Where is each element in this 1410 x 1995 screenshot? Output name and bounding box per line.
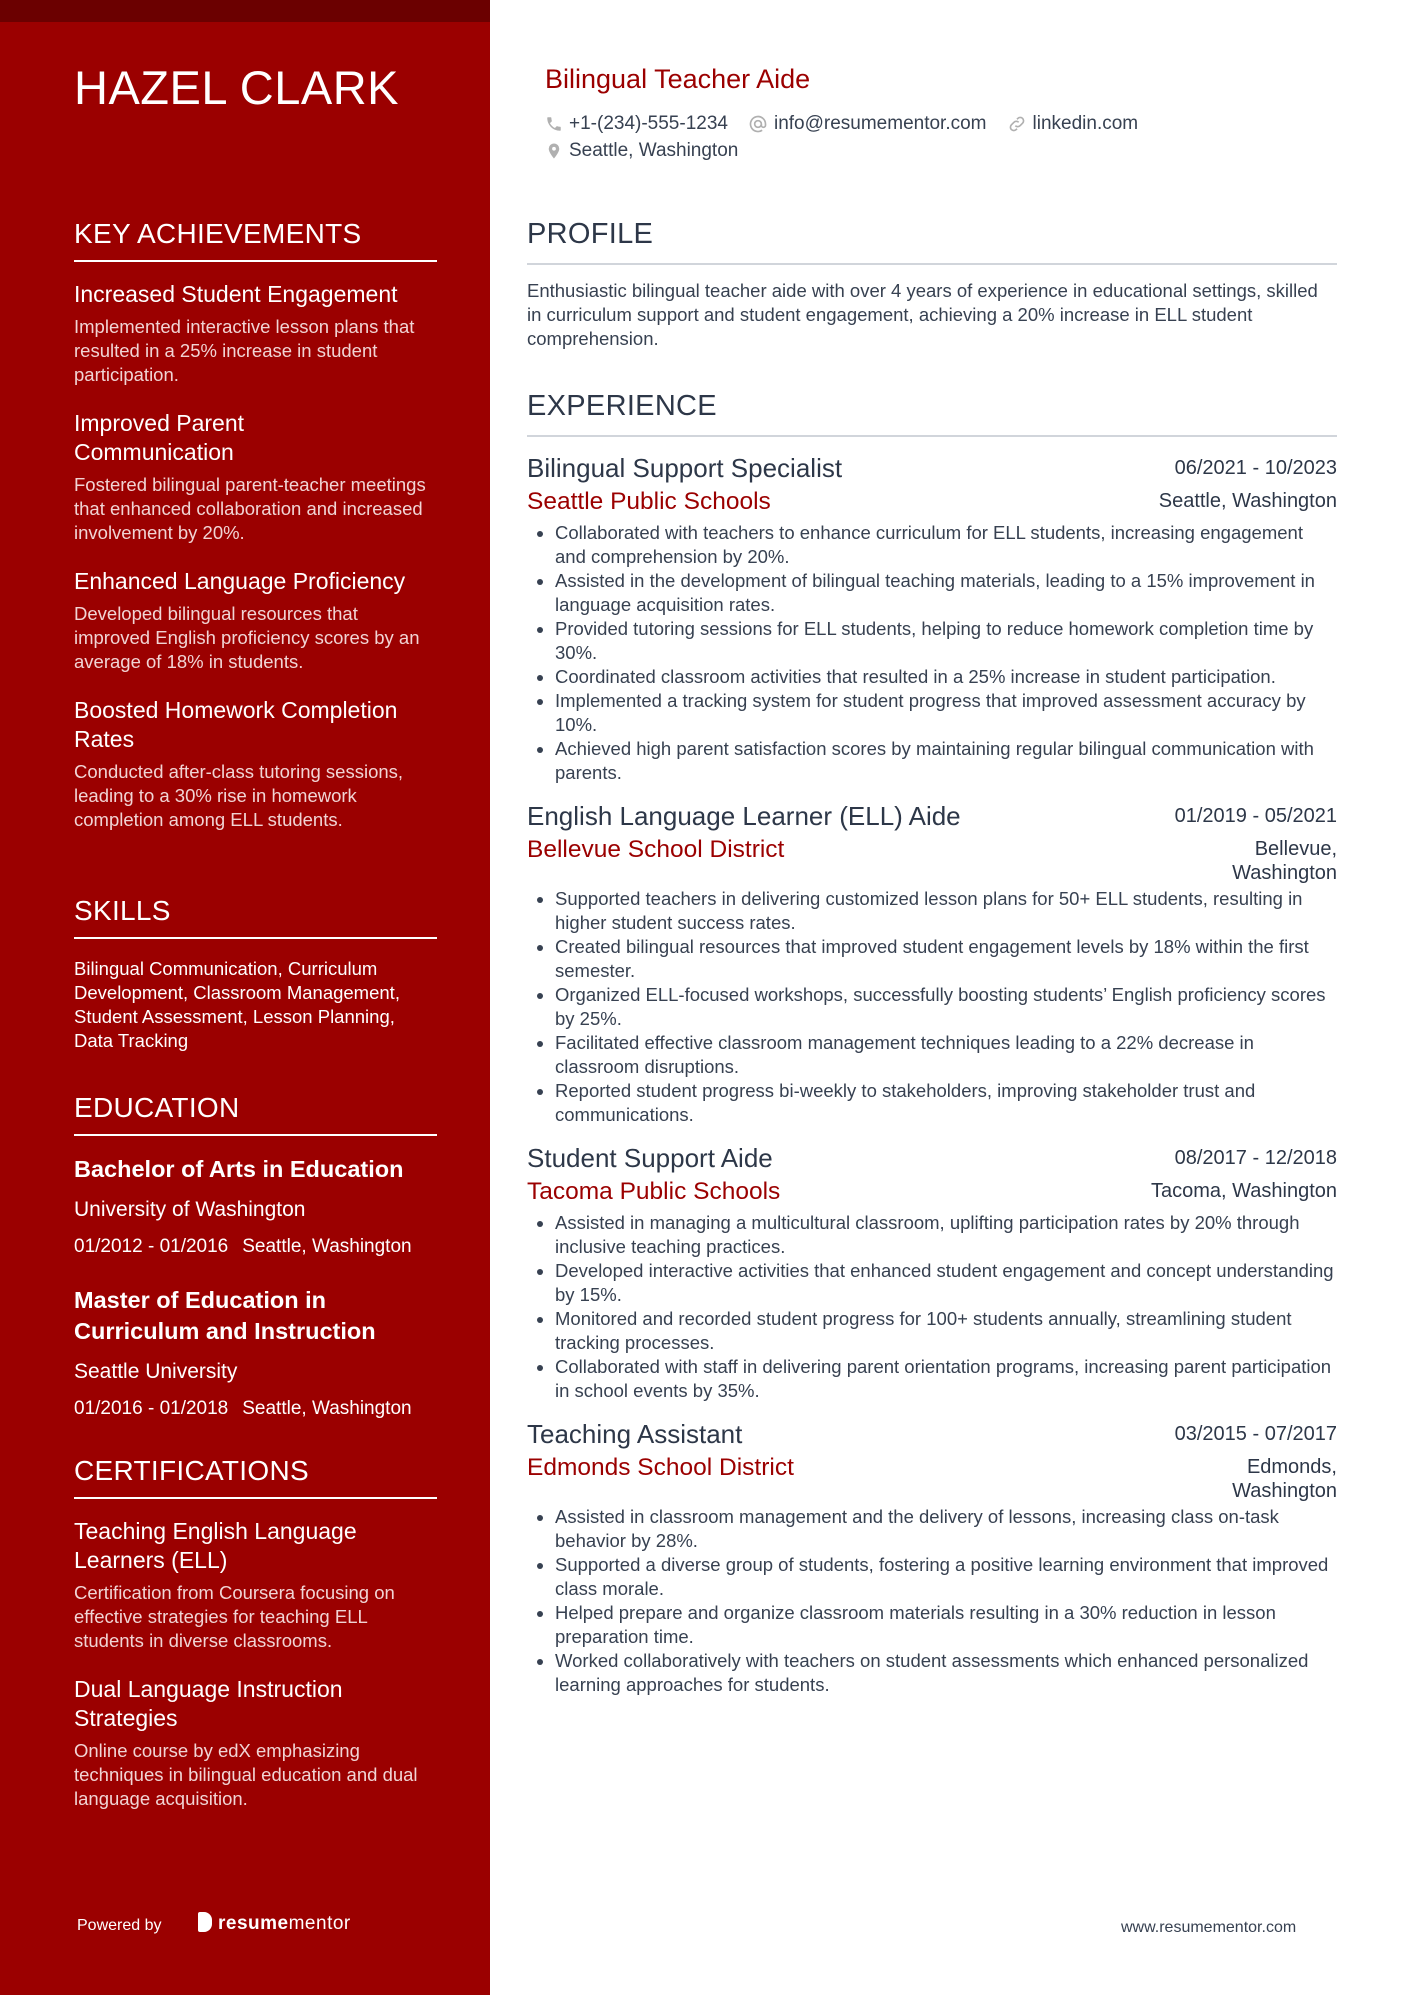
sidebar bbox=[0, 0, 490, 1995]
candidate-name: HAZEL CLARK bbox=[74, 61, 400, 114]
education-dates: 01/2016 - 01/2018 bbox=[74, 1398, 229, 1419]
brand-bold: resume bbox=[218, 1913, 289, 1934]
achievement-desc: Developed bilingual resources that improved English proficiency scores by an average of 18% in students. bbox=[74, 603, 420, 672]
powered-by-label: Powered by bbox=[77, 1917, 162, 1934]
certification-item bbox=[74, 1675, 437, 1811]
brand-logo[interactable] bbox=[198, 1912, 351, 1935]
brand-mark-icon bbox=[198, 1912, 212, 1932]
achievement-item bbox=[74, 409, 437, 545]
job-company: Tacoma Public Schools bbox=[527, 1178, 781, 1205]
job-role: Teaching Assistant bbox=[527, 1419, 743, 1449]
job-location-line: Edmonds, bbox=[1246, 1456, 1337, 1478]
education-item bbox=[74, 1285, 437, 1421]
job-location-line: Washington bbox=[1232, 1480, 1337, 1502]
job-location bbox=[1151, 1179, 1337, 1203]
job-bullet: • Assisted in the development of bilingual teaching materials, leading to a 15% improvement in language acquisition rates. bbox=[555, 569, 1337, 617]
degree: Bachelor of Arts in Education bbox=[74, 1156, 404, 1182]
certification-title: Dual Language Instruction Strategies bbox=[74, 1676, 343, 1731]
job-location-line: Seattle, Washington bbox=[1158, 490, 1337, 512]
education-item bbox=[74, 1154, 437, 1259]
job-bullet: • Supported a diverse group of students, fostering a positive learning environment that improved class morale. bbox=[555, 1553, 1337, 1601]
skills-section bbox=[74, 895, 437, 1053]
section-title: EXPERIENCE bbox=[527, 390, 1337, 437]
education-meta bbox=[74, 1235, 437, 1259]
at-icon bbox=[748, 114, 768, 134]
job-bullet: • Reported student progress bi-weekly to stakeholders, improving stakeholder trust and communications. bbox=[555, 1079, 1337, 1127]
job-bullets bbox=[527, 1505, 1337, 1697]
achievement-item bbox=[74, 696, 437, 832]
phone-icon bbox=[545, 115, 563, 133]
degree: Master of Education in Curriculum and Instruction bbox=[74, 1287, 376, 1344]
job-role: Bilingual Support Specialist bbox=[527, 453, 843, 483]
profile-section bbox=[527, 218, 1337, 351]
footer-url[interactable]: www.resumementor.com bbox=[1121, 1919, 1297, 1936]
profile-text: Enthusiastic bilingual teacher aide with over 4 years of experience in educational settings, skilled in curriculum support and student engagement, achieving a 20% increase in ELL student comprehension. bbox=[527, 280, 1318, 349]
certification-item bbox=[74, 1517, 437, 1653]
contact-email[interactable] bbox=[748, 113, 987, 135]
school: Seattle University bbox=[74, 1360, 238, 1383]
job-dates: 08/2017 - 12/2018 bbox=[1174, 1147, 1337, 1169]
job-entry bbox=[527, 1141, 1337, 1403]
job-location-line: Tacoma, Washington bbox=[1150, 1180, 1337, 1202]
achievement-title: Enhanced Language Proficiency bbox=[74, 568, 406, 594]
contact-phone[interactable] bbox=[545, 113, 728, 135]
skills-list: Bilingual Communication, Curriculum Development, Classroom Management, Student Assessment, Lesson Planning, Data Tracking bbox=[74, 958, 400, 1051]
achievement-desc: Implemented interactive lesson plans that resulted in a 25% increase in student participation. bbox=[74, 316, 415, 385]
section-title: PROFILE bbox=[527, 218, 1337, 265]
job-bullets bbox=[527, 1211, 1337, 1403]
job-bullet: • Implemented a tracking system for student progress that improved assessment accuracy by 10%. bbox=[555, 689, 1337, 737]
brand-rest: mentor bbox=[288, 1913, 351, 1934]
section-title: EDUCATION bbox=[74, 1092, 437, 1136]
certification-title: Teaching English Language Learners (ELL) bbox=[74, 1518, 357, 1573]
education-location: Seattle, Washington bbox=[242, 1236, 412, 1257]
contact-linkedin[interactable] bbox=[1007, 113, 1139, 135]
job-bullets bbox=[527, 521, 1337, 785]
contact-row bbox=[545, 113, 1158, 135]
job-company: Edmonds School District bbox=[527, 1454, 794, 1481]
job-entry bbox=[527, 1417, 1337, 1697]
job-bullet: • Assisted in classroom management and the delivery of lessons, increasing class on-task behavior by 28%. bbox=[555, 1505, 1337, 1553]
school: University of Washington bbox=[74, 1198, 306, 1221]
job-location-line: Washington bbox=[1232, 862, 1337, 884]
job-bullet: • Supported teachers in delivering customized lesson plans for 50+ ELL students, resulting in higher student success rates. bbox=[555, 887, 1337, 935]
phone-text: +1-(234)-555-1234 bbox=[569, 113, 728, 134]
job-entry bbox=[527, 799, 1337, 1127]
contact-location bbox=[545, 140, 738, 162]
job-role: Student Support Aide bbox=[527, 1143, 773, 1173]
job-dates: 03/2015 - 07/2017 bbox=[1174, 1423, 1337, 1445]
job-bullet: • Monitored and recorded student progress for 100+ students annually, streamlining student tracking processes. bbox=[555, 1307, 1337, 1355]
link-icon bbox=[1007, 114, 1027, 134]
certification-desc: Certification from Coursera focusing on effective strategies for teaching ELL students in diverse classrooms. bbox=[74, 1582, 395, 1651]
certification-desc: Online course by edX emphasizing techniques in bilingual education and dual language acquisition. bbox=[74, 1740, 418, 1809]
education-section bbox=[74, 1092, 437, 1447]
section-title: SKILLS bbox=[74, 895, 437, 939]
section-title: CERTIFICATIONS bbox=[74, 1455, 437, 1499]
job-bullet: • Created bilingual resources that improved student engagement levels by 18% within the first semester. bbox=[555, 935, 1337, 983]
job-bullet: • Helped prepare and organize classroom materials resulting in a 30% reduction in lesson preparation time. bbox=[555, 1601, 1337, 1649]
achievement-title: Boosted Homework Completion Rates bbox=[74, 697, 398, 752]
job-dates: 01/2019 - 05/2021 bbox=[1174, 805, 1337, 827]
section-title: KEY ACHIEVEMENTS bbox=[74, 218, 437, 262]
job-location-line: Bellevue, bbox=[1254, 838, 1337, 860]
achievement-title: Increased Student Engagement bbox=[74, 281, 398, 307]
job-bullet: • Facilitated effective classroom management techniques leading to a 22% decrease in classroom disruptions. bbox=[555, 1031, 1337, 1079]
job-bullet: • Collaborated with teachers to enhance curriculum for ELL students, increasing engagement and comprehension by 20%. bbox=[555, 521, 1337, 569]
job-bullet: • Coordinated classroom activities that resulted in a 25% increase in student participation. bbox=[555, 665, 1337, 689]
contact-row-2 bbox=[545, 140, 758, 162]
achievement-title: Improved Parent Communication bbox=[74, 410, 245, 465]
job-location bbox=[1232, 837, 1337, 885]
job-location bbox=[1232, 1455, 1337, 1503]
achievement-desc: Conducted after-class tutoring sessions, leading to a 30% rise in homework completion among ELL students. bbox=[74, 761, 404, 830]
linkedin-text: linkedin.com bbox=[1032, 113, 1139, 134]
achievement-item bbox=[74, 280, 437, 387]
key-achievements-section bbox=[74, 218, 437, 854]
education-dates: 01/2012 - 01/2016 bbox=[74, 1236, 229, 1257]
job-bullet: • Collaborated with staff in delivering parent orientation programs, increasing parent participation in school events by 35%. bbox=[555, 1355, 1337, 1403]
job-bullet: • Achieved high parent satisfaction scores by maintaining regular bilingual communication with parents. bbox=[555, 737, 1337, 785]
education-location: Seattle, Washington bbox=[242, 1398, 412, 1419]
job-bullets bbox=[527, 887, 1337, 1127]
job-location bbox=[1159, 489, 1337, 513]
achievement-desc: Fostered bilingual parent-teacher meetings that enhanced collaboration and increased involvement by 20%. bbox=[74, 474, 426, 543]
job-dates: 06/2021 - 10/2023 bbox=[1174, 457, 1337, 479]
job-company: Seattle Public Schools bbox=[527, 488, 771, 515]
email-text: info@resumementor.com bbox=[773, 113, 987, 134]
job-title: Bilingual Teacher Aide bbox=[545, 64, 811, 94]
job-entry bbox=[527, 451, 1337, 785]
sidebar-top-band bbox=[0, 0, 490, 22]
job-bullet: • Developed interactive activities that enhanced student engagement and concept understanding by 15%. bbox=[555, 1259, 1337, 1307]
certifications-section bbox=[74, 1455, 437, 1833]
achievement-item bbox=[74, 567, 437, 674]
job-bullet: • Provided tutoring sessions for ELL students, helping to reduce homework completion time by 30%. bbox=[555, 617, 1337, 665]
education-meta bbox=[74, 1397, 437, 1421]
job-company: Bellevue School District bbox=[527, 836, 785, 863]
job-bullet: • Worked collaboratively with teachers on student assessments which enhanced personalized learning approaches for students. bbox=[555, 1649, 1337, 1697]
job-role: English Language Learner (ELL) Aide bbox=[527, 801, 961, 831]
job-bullet: • Assisted in managing a multicultural classroom, uplifting participation rates by 20% through inclusive teaching practices. bbox=[555, 1211, 1337, 1259]
location-pin-icon bbox=[545, 141, 563, 161]
location-text: Seattle, Washington bbox=[569, 140, 739, 161]
job-bullet: • Organized ELL-focused workshops, successfully boosting students’ English proficiency scores by 25%. bbox=[555, 983, 1337, 1031]
experience-section bbox=[527, 390, 1337, 1711]
